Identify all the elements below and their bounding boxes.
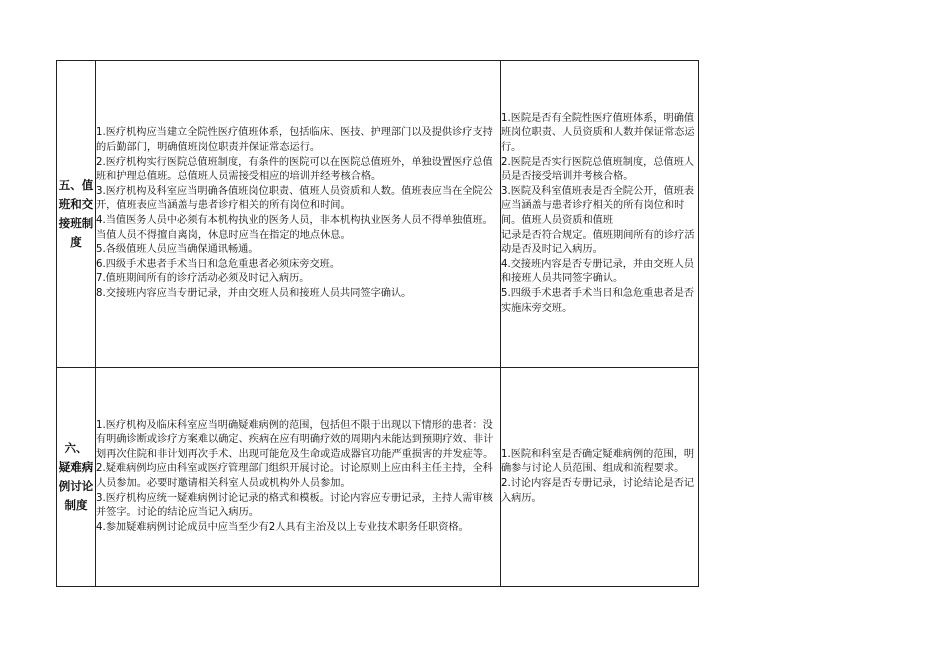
requirement-item: 1.医疗机构应当建立全院性医疗值班体系，包括临床、医技、护理部门以及提供诊疗支持的后勤部门，明确值班岗位职责并保证常态运行。 [96, 127, 493, 154]
regulation-table [56, 60, 699, 587]
inspection-item: 记录是否符合规定。值班期间所有的诊疗活动是否及时记入病历。 [501, 229, 695, 256]
row-title-line: 度 [70, 235, 82, 249]
row-title-cell [57, 61, 96, 368]
inspection-item: 5.四级手术患者手术当日和急危重患者是否实施床旁交班。 [501, 287, 695, 314]
row-title-line: 疑难病 [58, 460, 94, 474]
requirement-item: 1.医疗机构及临床科室应当明确疑难病例的范围，包括但不限于出现以下情形的患者：没有明确诊断或诊疗方案难以确定、疾病在应有明确疗效的周期内未能达到预期疗效、非计划再次住院和非计划再次手术、出现可能危及生命或造成器官功能严重损害的并发症等。 [96, 419, 494, 460]
inspection-item: 2.医院是否实行医院总值班制度，总值班人员是否接受培训并考核合格。 [501, 156, 695, 183]
requirement-item: 2.疑难病例均应由科室或医疗管理部门组织开展讨论。讨论原则上应由科主任主持，全科人员参加。必要时邀请相关科室人员或机构外人员参加。 [96, 463, 493, 489]
requirement-item: 8.交接班内容应当专册记录，并由交班人员和接班人员共同签字确认。 [96, 287, 412, 299]
requirement-item: 3.医疗机构及科室应当明确各值班岗位职责、值班人员资质和人数。值班表应当在全院公开，值班表应当涵盖与患者诊疗相关的所有岗位和时间。 [96, 185, 493, 212]
requirement-item: 7.值班期间所有的诊疗活动必须及时记入病历。 [96, 273, 310, 285]
row-title-line: 班和交 [58, 197, 94, 211]
row-title-line: 五、值 [58, 178, 94, 192]
requirement-item: 3.医疗机构应统一疑难病例讨论记录的格式和模板。讨论内容应专册记录，主持人需审核并签字。讨论的结论应当记入病历。 [96, 492, 493, 519]
requirement-item: 2.医疗机构实行医院总值班制度，有条件的医院可以在医院总值班外，单独设置医疗总值班和护理总值班。总值班人员需接受相应的培训并经考核合格。 [96, 156, 493, 183]
table-row [57, 368, 699, 587]
requirements-cell [96, 61, 501, 368]
row-title-line: 接班制 [58, 216, 94, 230]
table-row [57, 61, 699, 368]
inspection-item: 2.讨论内容是否专册记录，讨论结论是否记入病历。 [501, 478, 695, 504]
inspection-item: 1.医院是否有全院性医疗值班体系，明确值班岗位职责、人员资质和人数并保证常态运行。 [501, 112, 695, 154]
requirement-item: 6.四级手术患者手术当日和急危重患者必须床旁交班。 [96, 258, 341, 270]
inspection-cell [501, 61, 699, 368]
requirement-item: 4.当值医务人员中必须有本机构执业的医务人员，非本机构执业医务人员不得单独值班。当值人员不得擅自离岗，休息时应当在指定的地点休息。 [96, 215, 493, 241]
requirement-item: 4.参加疑难病例讨论成员中应当至少有2人具有主治及以上专业技术职务任职资格。 [96, 521, 469, 533]
inspection-item: 1.医院和科室是否确定疑难病例的范围，明确参与讨论人员范围、组成和流程要求。 [501, 448, 695, 475]
row-title-line: 例讨论 [58, 479, 94, 493]
inspection-cell [501, 368, 699, 587]
requirements-cell [96, 368, 501, 587]
row-title-line: 制度 [64, 498, 88, 512]
row-title-line: 六、 [64, 441, 88, 455]
row-title-cell [57, 368, 96, 587]
inspection-item: 3.医院及科室值班表是否全院公开，值班表应当涵盖与患者诊疗相关的所有岗位和时间。值班人员资质和值班 [501, 185, 695, 226]
inspection-item: 4.交接班内容是否专册记录，并由交班人员和接班人员共同签字确认。 [501, 258, 695, 285]
requirement-item: 5.各级值班人员应当确保通讯畅通。 [96, 244, 259, 256]
